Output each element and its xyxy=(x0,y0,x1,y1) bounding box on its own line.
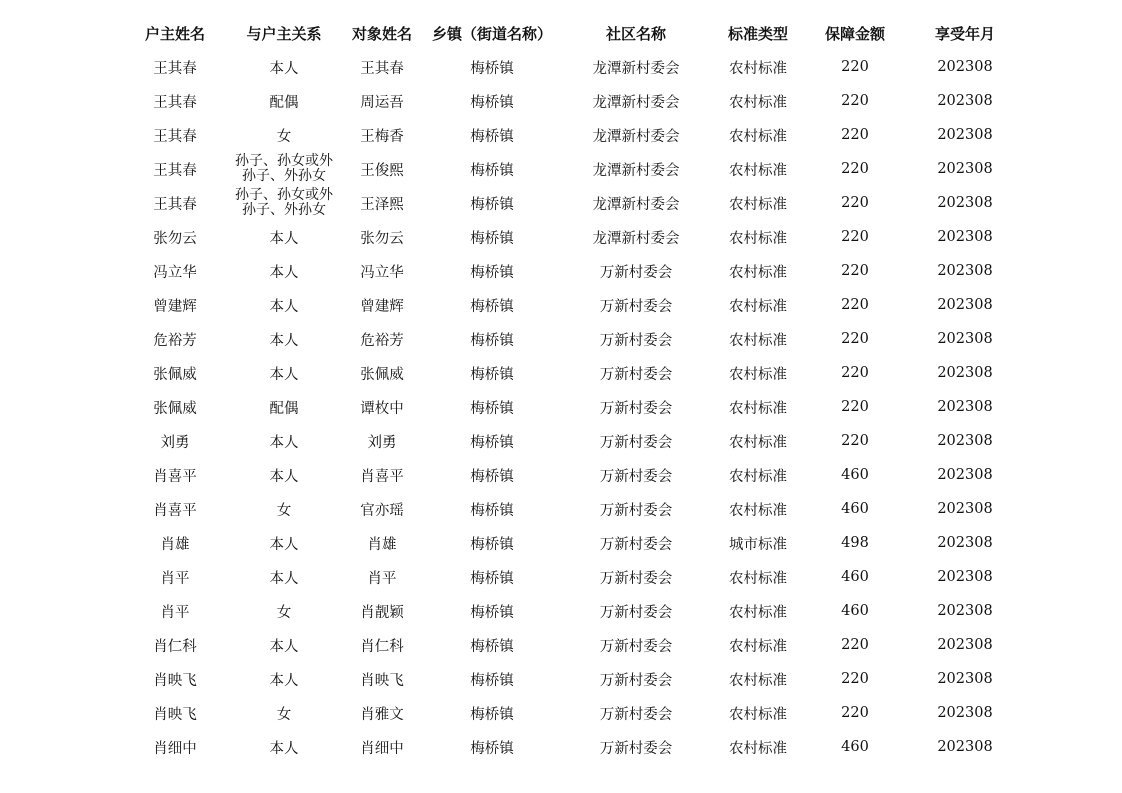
standard-type-cell: 农村标准 xyxy=(729,162,787,179)
recipient-name-cell: 肖靓颖 xyxy=(360,604,404,621)
month-cell: 202308 xyxy=(937,195,993,211)
month-cell: 202308 xyxy=(937,671,993,687)
table-row xyxy=(120,50,1022,84)
amount-cell: 220 xyxy=(841,229,869,245)
amount-cell: 460 xyxy=(841,467,869,483)
recipient-name-cell: 王泽熙 xyxy=(360,196,404,213)
month-cell: 202308 xyxy=(937,739,993,755)
community-cell: 龙潭新村委会 xyxy=(592,94,680,111)
month-cell: 202308 xyxy=(937,501,993,517)
header-recipient-name: 对象姓名 xyxy=(351,24,412,43)
township-cell: 梅桥镇 xyxy=(470,536,514,553)
relation-cell: 本人 xyxy=(269,468,299,485)
month-cell: 202308 xyxy=(937,229,993,245)
standard-type-cell: 农村标准 xyxy=(729,740,787,757)
community-cell: 龙潭新村委会 xyxy=(592,128,680,145)
community-cell: 龙潭新村委会 xyxy=(592,162,680,179)
township-cell: 梅桥镇 xyxy=(470,570,514,587)
township-cell: 梅桥镇 xyxy=(470,128,514,145)
table-row xyxy=(120,356,1022,390)
relation-cell: 本人 xyxy=(269,264,299,281)
relation-cell: 本人 xyxy=(269,434,299,451)
recipient-name-cell: 王其春 xyxy=(360,60,404,77)
community-cell: 万新村委会 xyxy=(599,434,673,451)
table-row xyxy=(120,628,1022,662)
householder-name-cell: 肖喜平 xyxy=(153,468,197,485)
township-cell: 梅桥镇 xyxy=(470,434,514,451)
standard-type-cell: 农村标准 xyxy=(729,604,787,621)
recipient-name-cell: 危裕芳 xyxy=(360,332,404,349)
table-body xyxy=(120,50,1022,764)
township-cell: 梅桥镇 xyxy=(470,604,514,621)
householder-name-cell: 肖映飞 xyxy=(153,706,197,723)
standard-type-cell: 农村标准 xyxy=(729,672,787,689)
table-row xyxy=(120,560,1022,594)
community-cell: 万新村委会 xyxy=(599,298,673,315)
community-cell: 龙潭新村委会 xyxy=(592,230,680,247)
amount-cell: 220 xyxy=(841,399,869,415)
community-cell: 万新村委会 xyxy=(599,502,673,519)
householder-name-cell: 王其春 xyxy=(153,196,197,213)
standard-type-cell: 农村标准 xyxy=(729,264,787,281)
standard-type-cell: 农村标准 xyxy=(729,400,787,417)
table-row xyxy=(120,254,1022,288)
community-cell: 万新村委会 xyxy=(599,570,673,587)
recipient-name-cell: 谭枚中 xyxy=(360,400,404,417)
month-cell: 202308 xyxy=(937,603,993,619)
recipient-name-cell: 肖喜平 xyxy=(360,468,404,485)
table-row xyxy=(120,118,1022,152)
township-cell: 梅桥镇 xyxy=(470,740,514,757)
township-cell: 梅桥镇 xyxy=(470,366,514,383)
month-cell: 202308 xyxy=(937,467,993,483)
householder-name-cell: 张佩威 xyxy=(153,400,197,417)
amount-cell: 220 xyxy=(841,331,869,347)
householder-name-cell: 肖映飞 xyxy=(153,672,197,689)
township-cell: 梅桥镇 xyxy=(470,672,514,689)
header-month: 享受年月 xyxy=(934,24,995,43)
standard-type-cell: 农村标准 xyxy=(729,638,787,655)
recipient-name-cell: 王俊熙 xyxy=(360,162,404,179)
community-cell: 万新村委会 xyxy=(599,332,673,349)
amount-cell: 220 xyxy=(841,195,869,211)
table-row xyxy=(120,594,1022,628)
township-cell: 梅桥镇 xyxy=(470,230,514,247)
month-cell: 202308 xyxy=(937,127,993,143)
table-row xyxy=(120,492,1022,526)
month-cell: 202308 xyxy=(937,161,993,177)
header-amount: 保障金额 xyxy=(824,24,885,43)
householder-name-cell: 肖平 xyxy=(160,604,190,621)
householder-name-cell: 张佩威 xyxy=(153,366,197,383)
relation-cell: 配偶 xyxy=(269,94,299,111)
amount-cell: 220 xyxy=(841,365,869,381)
month-cell: 202308 xyxy=(937,365,993,381)
householder-name-cell: 危裕芳 xyxy=(153,332,197,349)
township-cell: 梅桥镇 xyxy=(470,502,514,519)
householder-name-cell: 王其春 xyxy=(153,128,197,145)
table-row xyxy=(120,662,1022,696)
month-cell: 202308 xyxy=(937,331,993,347)
standard-type-cell: 农村标准 xyxy=(729,434,787,451)
assistance-table xyxy=(120,16,1022,764)
relation-cell: 女 xyxy=(276,502,292,519)
amount-cell: 460 xyxy=(841,501,869,517)
relation-cell: 本人 xyxy=(269,298,299,315)
standard-type-cell: 农村标准 xyxy=(729,502,787,519)
month-cell: 202308 xyxy=(937,297,993,313)
community-cell: 万新村委会 xyxy=(599,740,673,757)
recipient-name-cell: 肖仁科 xyxy=(360,638,404,655)
township-cell: 梅桥镇 xyxy=(470,94,514,111)
amount-cell: 220 xyxy=(841,127,869,143)
relation-cell: 本人 xyxy=(269,672,299,689)
relation-cell: 本人 xyxy=(269,570,299,587)
table-row xyxy=(120,390,1022,424)
recipient-name-cell: 官亦瑶 xyxy=(360,502,404,519)
table-row xyxy=(120,84,1022,118)
community-cell: 万新村委会 xyxy=(599,536,673,553)
township-cell: 梅桥镇 xyxy=(470,706,514,723)
householder-name-cell: 王其春 xyxy=(153,162,197,179)
standard-type-cell: 农村标准 xyxy=(729,570,787,587)
table-row xyxy=(120,696,1022,730)
table-row xyxy=(120,322,1022,356)
community-cell: 龙潭新村委会 xyxy=(592,60,680,77)
month-cell: 202308 xyxy=(937,637,993,653)
standard-type-cell: 城市标准 xyxy=(729,536,787,553)
recipient-name-cell: 张佩威 xyxy=(360,366,404,383)
relation-cell: 本人 xyxy=(269,536,299,553)
amount-cell: 220 xyxy=(841,59,869,75)
standard-type-cell: 农村标准 xyxy=(729,298,787,315)
relation-cell: 本人 xyxy=(269,60,299,77)
recipient-name-cell: 冯立华 xyxy=(360,264,404,281)
householder-name-cell: 冯立华 xyxy=(153,264,197,281)
month-cell: 202308 xyxy=(937,59,993,75)
householder-name-cell: 王其春 xyxy=(153,60,197,77)
recipient-name-cell: 王梅香 xyxy=(360,128,404,145)
relation-cell: 本人 xyxy=(269,638,299,655)
recipient-name-cell: 肖细中 xyxy=(360,740,404,757)
community-cell: 万新村委会 xyxy=(599,672,673,689)
township-cell: 梅桥镇 xyxy=(470,60,514,77)
amount-cell: 220 xyxy=(841,161,869,177)
householder-name-cell: 王其春 xyxy=(153,94,197,111)
relation-cell: 女 xyxy=(276,128,292,145)
amount-cell: 220 xyxy=(841,433,869,449)
amount-cell: 498 xyxy=(841,535,869,551)
township-cell: 梅桥镇 xyxy=(470,468,514,485)
amount-cell: 220 xyxy=(841,93,869,109)
month-cell: 202308 xyxy=(937,93,993,109)
standard-type-cell: 农村标准 xyxy=(729,60,787,77)
table-row xyxy=(120,220,1022,254)
householder-name-cell: 肖平 xyxy=(160,570,190,587)
community-cell: 万新村委会 xyxy=(599,638,673,655)
header-community: 社区名称 xyxy=(605,24,666,43)
table-row xyxy=(120,458,1022,492)
header-standard-type: 标准类型 xyxy=(727,24,788,43)
township-cell: 梅桥镇 xyxy=(470,298,514,315)
month-cell: 202308 xyxy=(937,705,993,721)
table-row xyxy=(120,424,1022,458)
relation-cell: 孙子、孙女或外孙子、外孙女 xyxy=(235,153,333,184)
recipient-name-cell: 肖平 xyxy=(367,570,397,587)
relation-cell: 本人 xyxy=(269,366,299,383)
recipient-name-cell: 肖雅文 xyxy=(360,706,404,723)
header-row xyxy=(120,16,1022,50)
table-row xyxy=(120,152,1022,186)
community-cell: 万新村委会 xyxy=(599,706,673,723)
township-cell: 梅桥镇 xyxy=(470,400,514,417)
standard-type-cell: 农村标准 xyxy=(729,468,787,485)
recipient-name-cell: 肖雄 xyxy=(367,536,397,553)
relation-cell: 本人 xyxy=(269,740,299,757)
header-township: 乡镇（街道名称） xyxy=(431,24,552,43)
householder-name-cell: 张勿云 xyxy=(153,230,197,247)
amount-cell: 220 xyxy=(841,637,869,653)
standard-type-cell: 农村标准 xyxy=(729,706,787,723)
amount-cell: 460 xyxy=(841,603,869,619)
householder-name-cell: 肖细中 xyxy=(153,740,197,757)
standard-type-cell: 农村标准 xyxy=(729,196,787,213)
relation-cell: 女 xyxy=(276,604,292,621)
community-cell: 龙潭新村委会 xyxy=(592,196,680,213)
table-row xyxy=(120,526,1022,560)
amount-cell: 460 xyxy=(841,739,869,755)
relation-cell: 孙子、孙女或外孙子、外孙女 xyxy=(235,187,333,218)
householder-name-cell: 曾建辉 xyxy=(153,298,197,315)
relation-cell: 本人 xyxy=(269,230,299,247)
month-cell: 202308 xyxy=(937,263,993,279)
standard-type-cell: 农村标准 xyxy=(729,230,787,247)
amount-cell: 220 xyxy=(841,671,869,687)
recipient-name-cell: 张勿云 xyxy=(360,230,404,247)
community-cell: 万新村委会 xyxy=(599,264,673,281)
householder-name-cell: 刘勇 xyxy=(160,434,190,451)
relation-cell: 女 xyxy=(276,706,292,723)
householder-name-cell: 肖喜平 xyxy=(153,502,197,519)
recipient-name-cell: 曾建辉 xyxy=(360,298,404,315)
amount-cell: 220 xyxy=(841,297,869,313)
header-relation: 与户主关系 xyxy=(246,24,322,43)
township-cell: 梅桥镇 xyxy=(470,332,514,349)
community-cell: 万新村委会 xyxy=(599,400,673,417)
standard-type-cell: 农村标准 xyxy=(729,332,787,349)
householder-name-cell: 肖仁科 xyxy=(153,638,197,655)
township-cell: 梅桥镇 xyxy=(470,264,514,281)
community-cell: 万新村委会 xyxy=(599,366,673,383)
month-cell: 202308 xyxy=(937,569,993,585)
householder-name-cell: 肖雄 xyxy=(160,536,190,553)
header-householder-name: 户主姓名 xyxy=(144,24,205,43)
recipient-name-cell: 刘勇 xyxy=(367,434,397,451)
amount-cell: 220 xyxy=(841,263,869,279)
township-cell: 梅桥镇 xyxy=(470,196,514,213)
month-cell: 202308 xyxy=(937,433,993,449)
recipient-name-cell: 肖映飞 xyxy=(360,672,404,689)
township-cell: 梅桥镇 xyxy=(470,638,514,655)
township-cell: 梅桥镇 xyxy=(470,162,514,179)
community-cell: 万新村委会 xyxy=(599,468,673,485)
table-row xyxy=(120,186,1022,220)
amount-cell: 460 xyxy=(841,569,869,585)
table-header xyxy=(120,16,1022,50)
amount-cell: 220 xyxy=(841,705,869,721)
month-cell: 202308 xyxy=(937,399,993,415)
recipient-name-cell: 周运吾 xyxy=(360,94,404,111)
relation-cell: 本人 xyxy=(269,332,299,349)
community-cell: 万新村委会 xyxy=(599,604,673,621)
table-row xyxy=(120,288,1022,322)
month-cell: 202308 xyxy=(937,535,993,551)
table-row xyxy=(120,730,1022,764)
relation-cell: 配偶 xyxy=(269,400,299,417)
standard-type-cell: 农村标准 xyxy=(729,94,787,111)
standard-type-cell: 农村标准 xyxy=(729,128,787,145)
standard-type-cell: 农村标准 xyxy=(729,366,787,383)
